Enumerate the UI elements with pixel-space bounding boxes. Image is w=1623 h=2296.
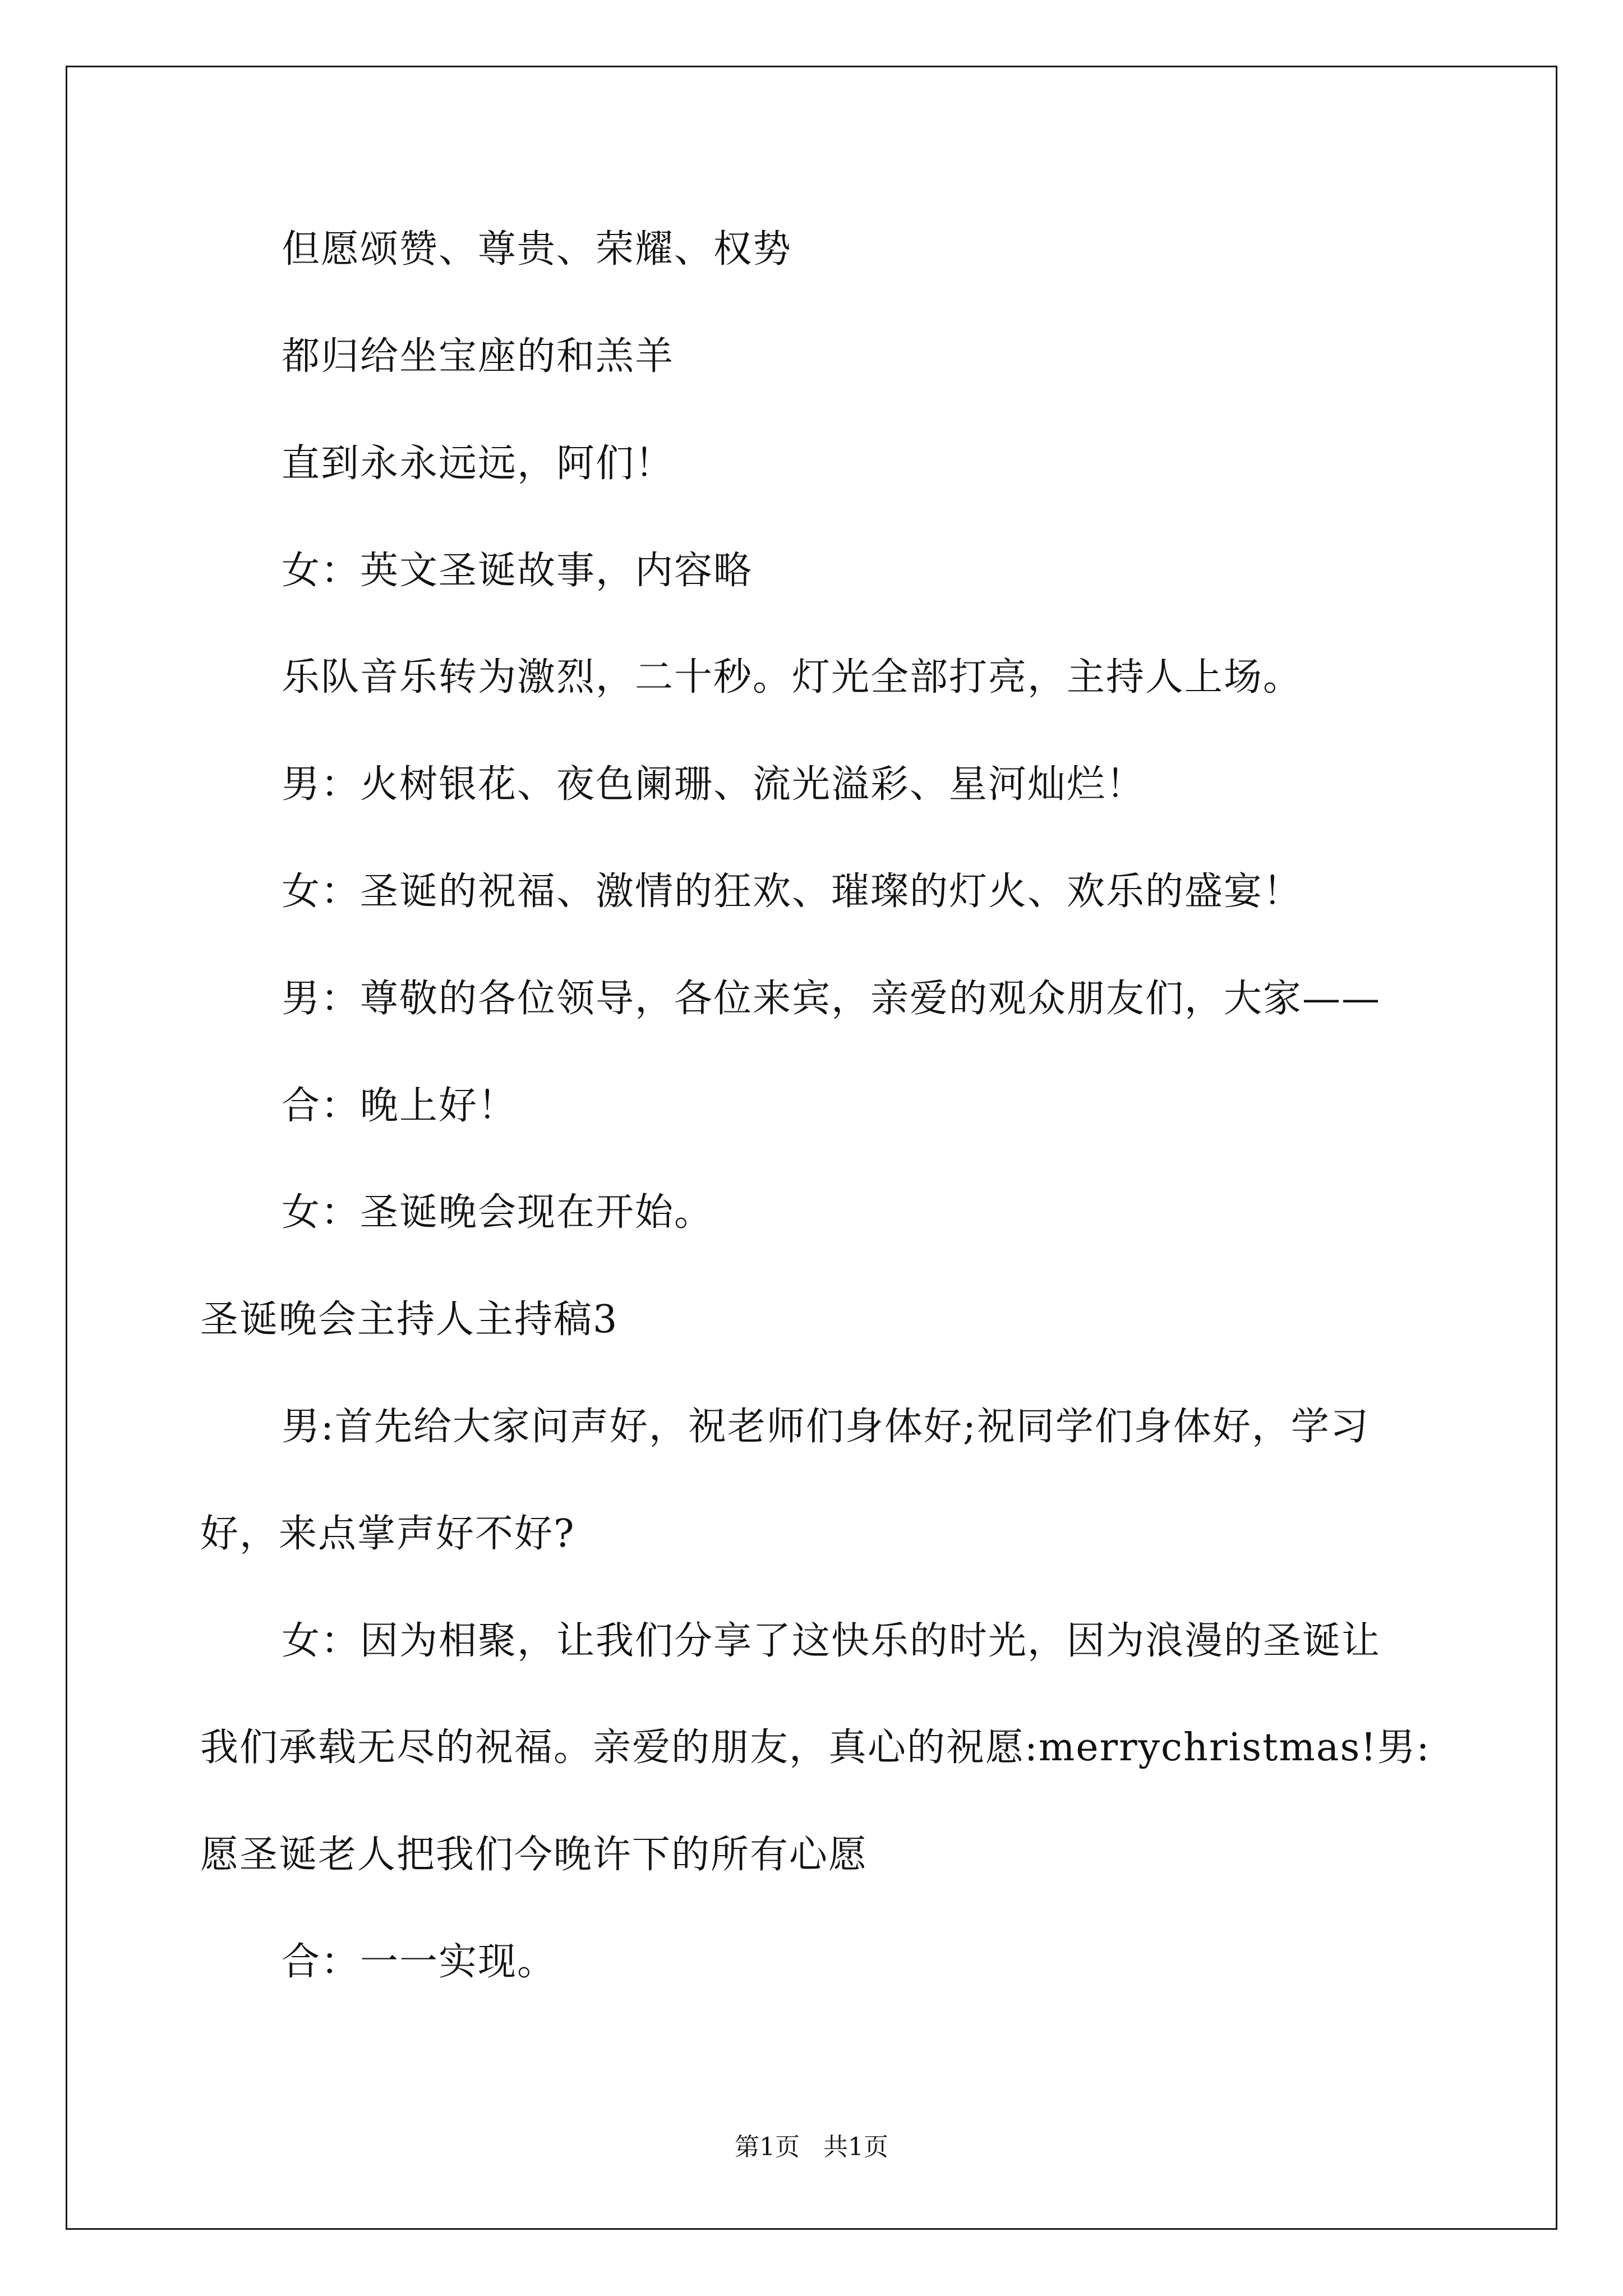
page-total: 共1页 <box>823 2133 888 2161</box>
text-line: 男：尊敬的各位领导，各位来宾，亲爱的观众朋友们，大家—— <box>282 977 1381 1021</box>
text-line: 女：英文圣诞故事，内容略 <box>282 549 753 593</box>
page-border <box>66 66 1557 2230</box>
text-line: 女：圣诞的祝福、激情的狂欢、璀璨的灯火、欢乐的盛宴！ <box>282 869 1303 914</box>
text-line: 男:首先给大家问声好，祝老师们身体好;祝同学们身体好，学习 <box>282 1405 1370 1449</box>
text-line: 乐队音乐转为激烈，二十秒。灯光全部打亮，主持人上场。 <box>282 655 1303 700</box>
text-line: 女：因为相聚，让我们分享了这快乐的时光，因为浪漫的圣诞让 <box>282 1619 1381 1663</box>
page-number: 第1页 <box>735 2133 800 2161</box>
text-line: 合：一一实现。 <box>282 1940 557 1984</box>
text-line: 直到永永远远，阿们！ <box>282 441 675 486</box>
text-line: 都归给坐宝座的和羔羊 <box>282 334 675 379</box>
text-line: 合：晚上好！ <box>282 1084 518 1128</box>
text-line: 好，来点掌声好不好? <box>200 1512 575 1556</box>
text-line: 愿圣诞老人把我们今晚许下的所有心愿 <box>200 1833 868 1877</box>
text-line: 男：火树银花、夜色阑珊、流光溢彩、星河灿烂！ <box>282 762 1146 807</box>
text-line: 但愿颂赞、尊贵、荣耀、权势 <box>282 227 792 272</box>
text-line: 女：圣诞晚会现在开始。 <box>282 1190 714 1235</box>
section-heading: 圣诞晚会主持人主持稿3 <box>200 1297 619 1342</box>
page-footer <box>0 2132 1623 2163</box>
text-line: 我们承载无尽的祝福。亲爱的朋友，真心的祝愿:merrychristmas!男: <box>200 1726 1431 1770</box>
